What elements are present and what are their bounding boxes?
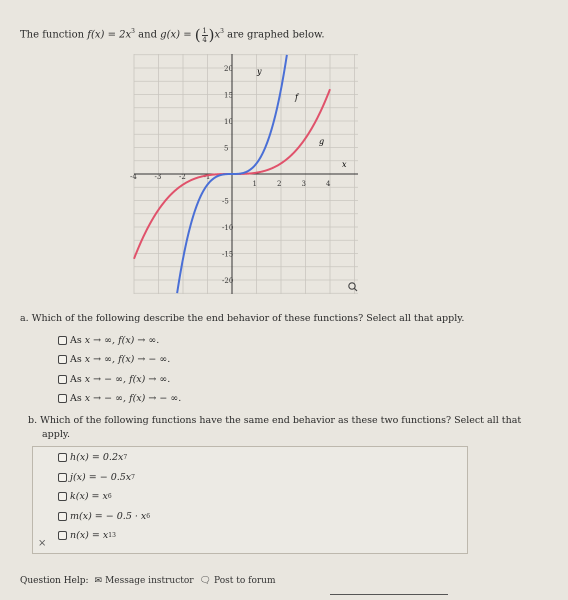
option-exponent: 7: [123, 454, 128, 461]
part-a-question: a. Which of the following describe the end behavior of these functions? Select all that apply.: [20, 313, 465, 324]
option-expression: h(x) = 0.2x: [70, 452, 124, 463]
part-a-option-3[interactable]: [58, 374, 170, 385]
part-a-option-4[interactable]: [58, 393, 181, 404]
option-exponent: 13: [108, 532, 116, 539]
y-tick-label: -5: [222, 197, 229, 206]
part-b-option-h[interactable]: [58, 452, 127, 463]
part-b-option-n[interactable]: [58, 530, 116, 541]
post-to-forum-label: Post to forum: [214, 576, 276, 586]
checkbox[interactable]: [58, 453, 67, 462]
checkbox[interactable]: [58, 512, 67, 521]
option-expression: x → − ∞, f(x) → ∞.: [84, 374, 171, 385]
g-curve-label: g: [319, 137, 325, 146]
x-tick-label: 2: [277, 180, 282, 188]
part-b-question-line1: b. Which of the following functions have the same end behavior as these two functions? Select all that: [28, 415, 522, 426]
checkbox[interactable]: [58, 394, 67, 403]
option-exponent: 6: [107, 493, 112, 500]
f-exponent: 3: [131, 28, 135, 36]
x-tick-label: -1: [203, 173, 211, 181]
y-tick-label: -10: [222, 224, 234, 232]
y-tick-label: -20: [222, 277, 234, 285]
y-axis-label: y: [257, 67, 262, 76]
option-expression: m(x) = − 0.5 · x: [70, 511, 147, 522]
problem-intro: The function $f(x) = 2x^3$ and g(x) = ( $\frac{1}{4}$ )$x^3$ are graphed below.: [20, 26, 325, 44]
y-tick-label: 10: [224, 118, 233, 126]
option-prefix: As: [70, 374, 82, 385]
g-variable: x: [214, 29, 221, 41]
checkbox[interactable]: [58, 473, 67, 482]
part-a-option-2[interactable]: [58, 354, 170, 365]
question-help-label: Question Help:: [20, 576, 89, 586]
message-instructor-button[interactable]: [95, 576, 194, 586]
incorrect-mark-icon: ×: [38, 538, 47, 549]
option-exponent: 6: [146, 513, 151, 520]
option-prefix: As: [70, 354, 82, 365]
part-a-option-1[interactable]: [58, 335, 159, 346]
g-exponent: 3: [220, 28, 224, 36]
g-definition-lhs: g(x) =: [160, 29, 192, 41]
x-tick-label: 3: [301, 180, 306, 188]
option-exponent: 7: [131, 474, 135, 481]
option-expression: j(x) = − 0.5x: [70, 472, 132, 483]
intro-prefix: The function: [20, 29, 85, 41]
y-tick-label: 5: [224, 144, 229, 153]
intro-suffix: are graphed below.: [227, 29, 325, 41]
x-axis-label: x: [342, 160, 347, 169]
option-expression: x → ∞, f(x) → ∞.: [84, 335, 160, 346]
question-help-bar: [20, 576, 276, 586]
speech-bubble-icon: 🗨: [199, 576, 212, 586]
g-coefficient-fraction: [202, 27, 208, 44]
y-tick-label: -15: [222, 250, 234, 259]
message-instructor-label: Message instructor: [105, 576, 194, 586]
fraction-denominator: 4: [202, 35, 207, 44]
x-tick-label: -3: [154, 173, 162, 181]
post-to-forum-button[interactable]: [200, 576, 276, 586]
part-b-option-k[interactable]: [58, 491, 112, 502]
checkbox[interactable]: [58, 492, 67, 501]
intro-and: and: [138, 29, 157, 41]
part-b-option-j[interactable]: [58, 472, 135, 483]
envelope-icon: ✉: [94, 576, 103, 586]
option-prefix: As: [70, 335, 82, 346]
x-tick-label: -2: [179, 173, 186, 181]
checkbox[interactable]: [58, 336, 67, 345]
x-tick-label: -4: [130, 173, 137, 181]
magnifier-icon[interactable]: [349, 283, 357, 291]
f-definition: f(x) = 2x: [87, 29, 132, 41]
y-tick-label: 15: [224, 91, 233, 100]
option-prefix: As: [70, 393, 82, 404]
divider-line: [330, 594, 448, 595]
y-tick-label: 20: [224, 65, 233, 73]
option-expression: x → − ∞, f(x) → − ∞.: [84, 393, 182, 404]
checkbox[interactable]: [58, 375, 67, 384]
x-tick-label: 1: [252, 180, 257, 188]
part-b-option-m[interactable]: [58, 511, 150, 522]
checkbox[interactable]: [58, 531, 67, 540]
option-expression: x → ∞, f(x) → − ∞.: [84, 354, 171, 365]
checkbox[interactable]: [58, 355, 67, 364]
fraction-numerator: 1: [202, 26, 207, 35]
f-curve-label: f: [295, 93, 298, 102]
part-b-question-line2: apply.: [42, 429, 70, 440]
function-graph: [130, 50, 362, 298]
option-expression: n(x) = x: [70, 530, 109, 541]
x-tick-labels: [130, 173, 331, 188]
x-tick-label: 4: [326, 180, 331, 188]
option-expression: k(x) = x: [70, 491, 108, 502]
